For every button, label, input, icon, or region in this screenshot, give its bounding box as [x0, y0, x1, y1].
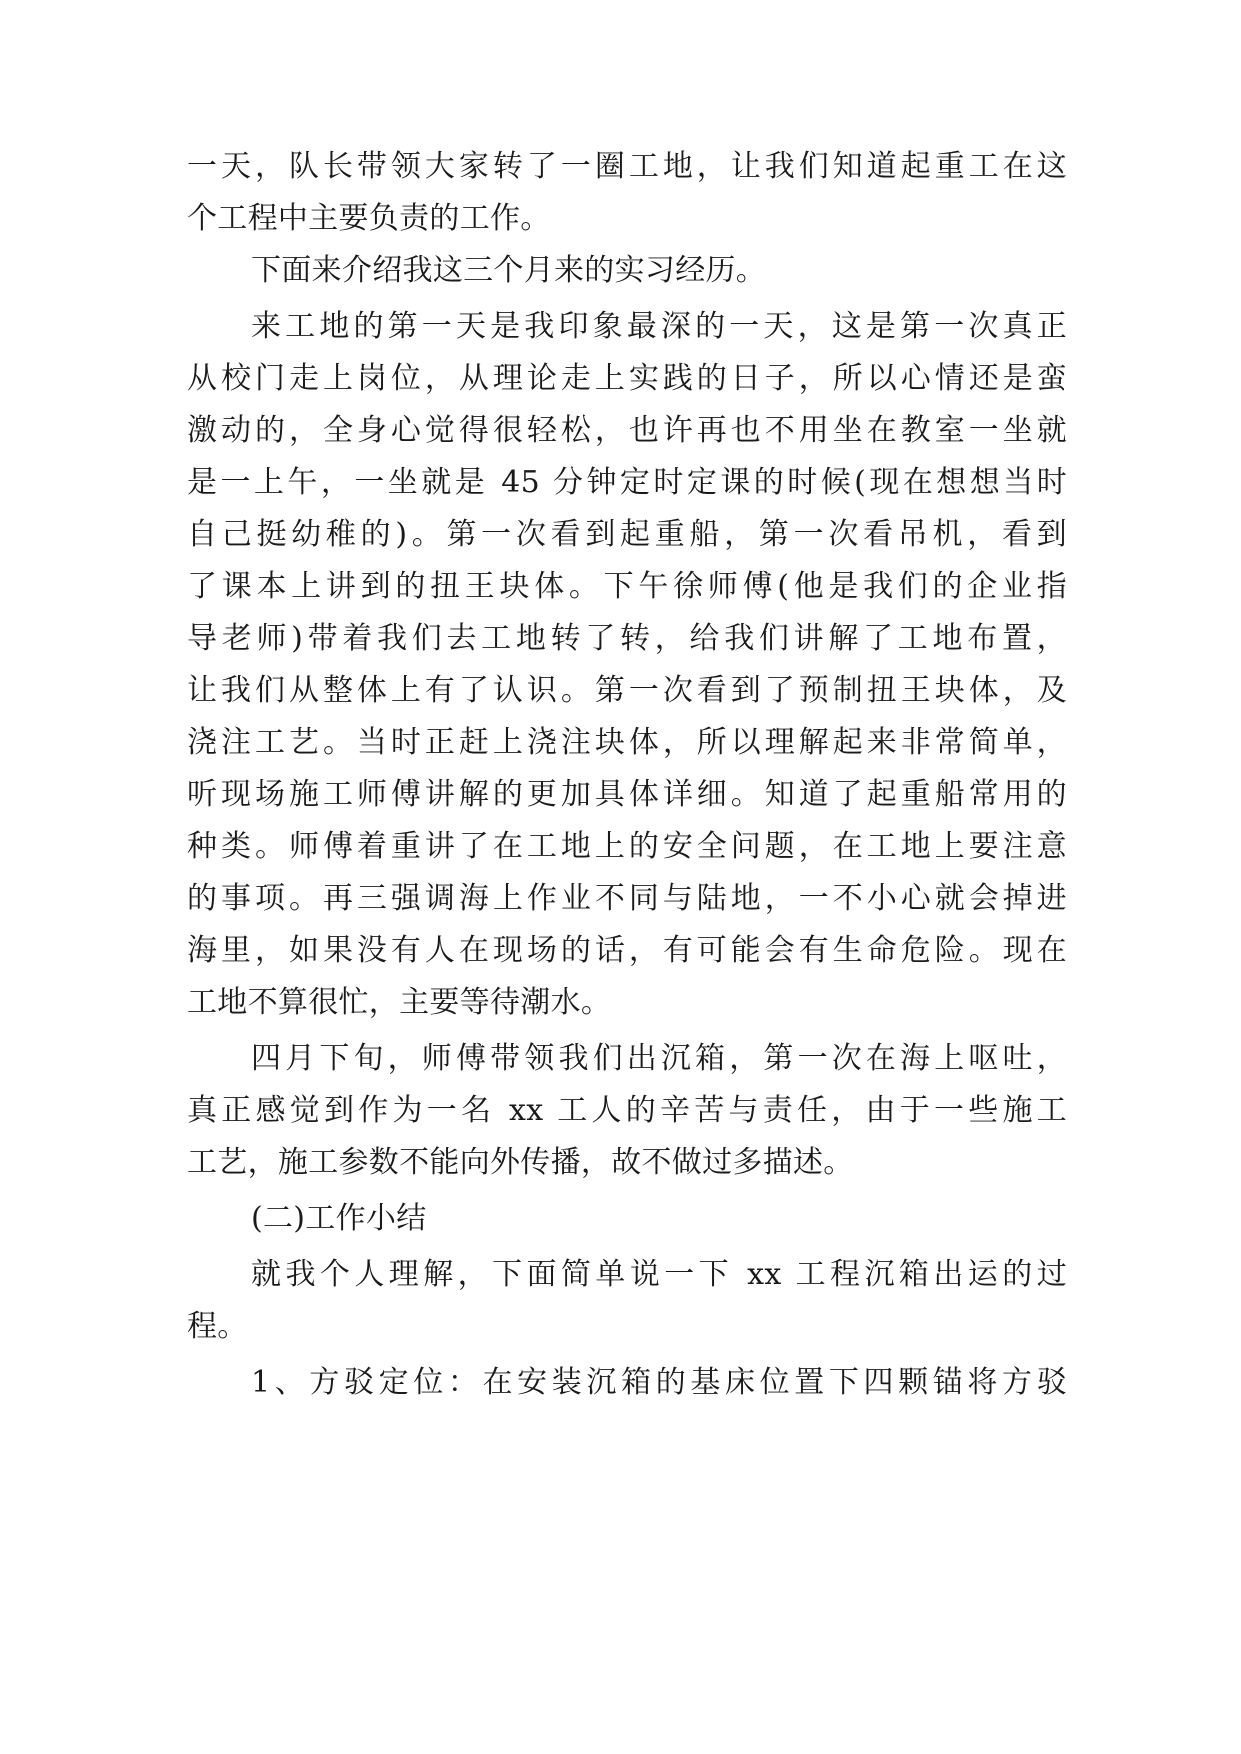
- text-line: 下面来介绍我这三个月来的实习经历。: [251, 253, 767, 288]
- text-line: 听现场施工师傅讲解的更加具体详细。知道了起重船常用的: [187, 777, 1067, 812]
- text-line: 的事项。再三强调海上作业不同与陆地，一不小心就会掉进: [187, 881, 1067, 916]
- text-line: 种类。师傅着重讲了在工地上的安全问题，在工地上要注意: [187, 829, 1067, 864]
- text-line: 自己挺幼稚的)。第一次看到起重船，第一次看吊机，看到: [187, 517, 1067, 552]
- text-line: 激动的，全身心觉得很轻松，也许再也不用坐在教室一坐就: [187, 413, 1067, 448]
- text-line: 真正感觉到作为一名 xx 工人的辛苦与责任，由于一些施工: [187, 1093, 1067, 1128]
- section-heading: (二)工作小结: [251, 1201, 427, 1236]
- text-line: 工地不算很忙，主要等待潮水。: [187, 985, 612, 1020]
- text-line: 海里，如果没有人在现场的话，有可能会有生命危险。现在: [187, 933, 1067, 968]
- text-line: 就我个人理解，下面简单说一下 xx 工程沉箱出运的过: [251, 1257, 1067, 1292]
- text-line: 了课本上讲到的扭王块体。下午徐师傅(他是我们的企业指: [187, 569, 1067, 604]
- text-line: 工艺，施工参数不能向外传播，故不做过多描述。: [187, 1145, 854, 1180]
- text-line: 程。: [187, 1309, 248, 1344]
- text-line: 导老师)带着我们去工地转了转，给我们讲解了工地布置，: [187, 621, 1067, 656]
- text-line: 让我们从整体上有了认识。第一次看到了预制扭王块体，及: [187, 673, 1067, 708]
- text-line: 1、方驳定位：在安装沉箱的基床位置下四颗锚将方驳: [251, 1365, 1067, 1400]
- text-line: 从校门走上岗位，从理论走上实践的日子，所以心情还是蛮: [187, 361, 1067, 396]
- text-line: 浇注工艺。当时正赶上浇注块体，所以理解起来非常简单，: [187, 725, 1067, 760]
- text-line: 来工地的第一天是我印象最深的一天，这是第一次真正: [251, 309, 1067, 344]
- text-line: 四月下旬，师傅带领我们出沉箱，第一次在海上呕吐，: [251, 1041, 1067, 1076]
- text-line: 是一上午，一坐就是 45 分钟定时定课的时候(现在想想当时: [187, 465, 1067, 500]
- text-line: 个工程中主要负责的工作。: [187, 201, 551, 236]
- text-line: 一天，队长带领大家转了一圈工地，让我们知道起重工在这: [187, 149, 1067, 184]
